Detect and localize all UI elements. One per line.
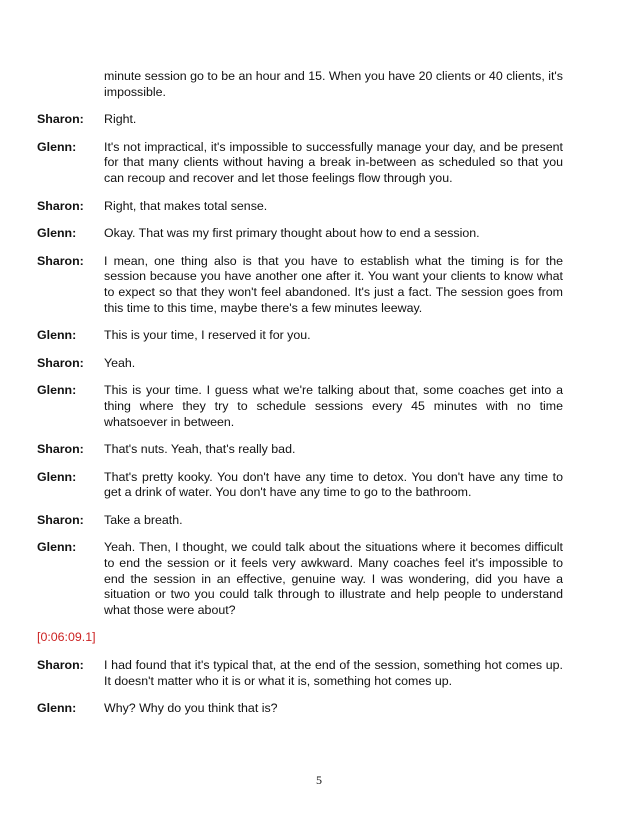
dialogue-text: I mean, one thing also is that you have to establish what the timing is for the session because you have another one after it. You want your clients to know what to expect so that they won't feel abandoned. It's just a fact. The session goes from this time to this time, maybe there's a few minutes leeway. <box>104 253 563 315</box>
dialogue-text: Right. <box>104 112 137 127</box>
speaker-label: Glenn: <box>37 328 77 343</box>
dialogue-entry <box>37 442 563 458</box>
dialogue-entry <box>37 226 563 242</box>
speaker-label: Glenn: <box>37 701 77 716</box>
speaker-label: Sharon: <box>37 198 84 213</box>
dialogue-entry <box>37 540 563 618</box>
dialogue-entry <box>37 112 563 128</box>
dialogue-entry <box>37 328 563 344</box>
dialogue-text: That's pretty kooky. You don't have any time to detox. You don't have any time to get a drink of water. You don't have any time to go to the bathroom. <box>104 469 563 500</box>
dialogue-entry <box>37 470 563 501</box>
speaker-label: Glenn: <box>37 469 77 484</box>
speaker-label: Glenn: <box>37 226 77 241</box>
timestamp-marker: [0:06:09.1] <box>37 630 96 645</box>
speaker-label: Sharon: <box>37 355 84 370</box>
dialogue-entry <box>37 701 563 717</box>
dialogue-entry <box>37 513 563 529</box>
dialogue-entry <box>37 356 563 372</box>
dialogue-text: Yeah. <box>104 355 136 370</box>
dialogue-entry <box>37 254 563 316</box>
speaker-label: Sharon: <box>37 253 84 268</box>
dialogue-entry <box>37 658 563 689</box>
speaker-label: Sharon: <box>37 658 84 673</box>
dialogue-text: Take a breath. <box>104 512 183 527</box>
dialogue-text: Why? Why do you think that is? <box>104 701 278 716</box>
dialogue-text: Right, that makes total sense. <box>104 198 268 213</box>
speaker-label: Glenn: <box>37 383 77 398</box>
speaker-label: Sharon: <box>37 112 84 127</box>
dialogue-entry <box>37 140 563 187</box>
dialogue-text: It's not impractical, it's impossible to successfully manage your day, and be present for that many clients without having a break in-between as scheduled so that you can recoup and recover and let those feelings flow through you. <box>104 139 563 185</box>
speaker-label: Glenn: <box>37 540 77 555</box>
dialogue-text: This is your time. I guess what we're talking about that, some coaches get into a thing where they try to schedule sessions every 45 minutes with no time whatsoever in between. <box>104 383 563 429</box>
speaker-label: Sharon: <box>37 442 84 457</box>
dialogue-text: This is your time, I reserved it for you. <box>104 328 311 343</box>
dialogue-text: That's nuts. Yeah, that's really bad. <box>104 442 296 457</box>
page-number: 5 <box>316 773 322 787</box>
dialogue-entry <box>37 383 563 430</box>
speaker-label: Sharon: <box>37 512 84 527</box>
continuation-paragraph: minute session go to be an hour and 15. When you have 20 clients or 40 clients, it's impossible. <box>104 69 563 99</box>
transcript-body <box>37 69 563 729</box>
dialogue-text: I had found that it's typical that, at the end of the session, something hot comes up. It doesn't matter who it is or what it is, something hot comes up. <box>104 658 563 688</box>
dialogue-text: Yeah. Then, I thought, we could talk about the situations where it becomes difficult to end the session or it feels very awkward. Many coaches feel it's impossible to end the session in an effective, genuine way. I was wondering, did you have a situation or two you could talk through to illustrate and help people to understand what those were about? <box>104 540 563 617</box>
speaker-label: Glenn: <box>37 139 77 154</box>
dialogue-text: Okay. That was my first primary thought about how to end a session. <box>104 226 480 241</box>
dialogue-entry <box>37 199 563 215</box>
